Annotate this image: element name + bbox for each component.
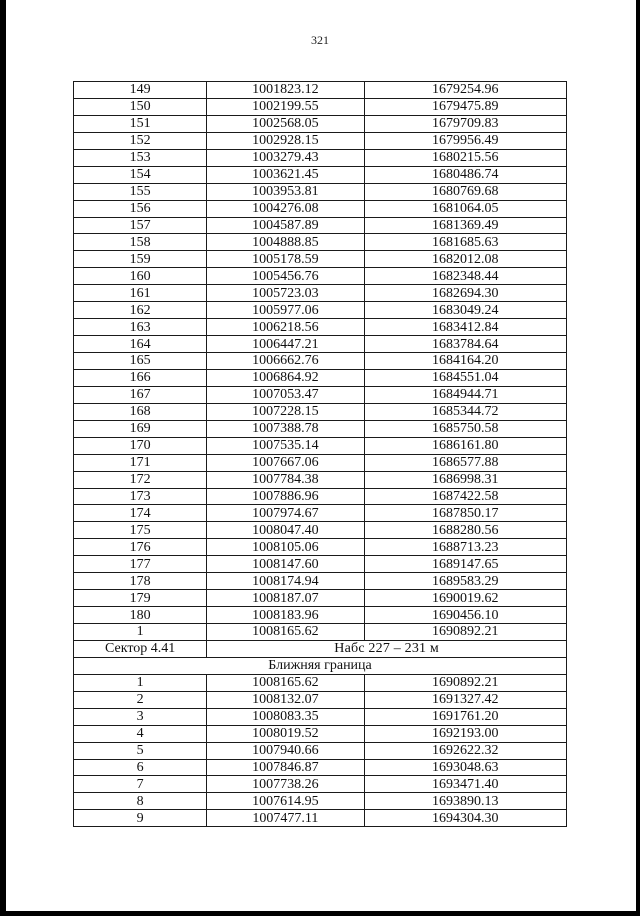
table-row (74, 793, 567, 810)
x-coordinate: 1008132.07 (207, 691, 364, 708)
x-coordinate: 1006864.92 (207, 369, 364, 386)
point-number: 163 (74, 319, 207, 336)
point-number: 166 (74, 369, 207, 386)
point-number: 157 (74, 217, 207, 234)
x-coordinate: 1003279.43 (207, 149, 364, 166)
point-number: 1 (74, 674, 207, 691)
table-row (74, 183, 567, 200)
table-row (74, 82, 567, 99)
x-coordinate: 1006447.21 (207, 336, 364, 353)
y-coordinate: 1679254.96 (364, 82, 566, 99)
y-coordinate: 1692622.32 (364, 742, 566, 759)
table-row (74, 742, 567, 759)
x-coordinate: 1005178.59 (207, 251, 364, 268)
point-number: 151 (74, 115, 207, 132)
y-coordinate: 1679956.49 (364, 132, 566, 149)
scan-edge-right (636, 0, 640, 916)
table-row (74, 115, 567, 132)
point-number: 3 (74, 708, 207, 725)
point-number: 167 (74, 386, 207, 403)
table-row (74, 810, 567, 827)
y-coordinate: 1687422.58 (364, 488, 566, 505)
y-coordinate: 1691327.42 (364, 691, 566, 708)
x-coordinate: 1003953.81 (207, 183, 364, 200)
y-coordinate: 1693048.63 (364, 759, 566, 776)
point-number: 4 (74, 725, 207, 742)
x-coordinate: 1008187.07 (207, 590, 364, 607)
point-number: 152 (74, 132, 207, 149)
table-row (74, 539, 567, 556)
point-number: 1 (74, 624, 207, 641)
table-row (74, 454, 567, 471)
y-coordinate: 1684164.20 (364, 353, 566, 370)
point-number: 171 (74, 454, 207, 471)
x-coordinate: 1007614.95 (207, 793, 364, 810)
y-coordinate: 1689583.29 (364, 573, 566, 590)
point-number: 149 (74, 82, 207, 99)
point-number: 177 (74, 556, 207, 573)
point-number: 155 (74, 183, 207, 200)
point-number: 180 (74, 607, 207, 624)
table-row (74, 674, 567, 691)
scan-edge-left (0, 0, 6, 916)
x-coordinate: 1008147.60 (207, 556, 364, 573)
y-coordinate: 1693890.13 (364, 793, 566, 810)
sector-label: Сектор 4.41 (74, 640, 207, 657)
x-coordinate: 1004587.89 (207, 217, 364, 234)
table-row (74, 420, 567, 437)
table-row (74, 403, 567, 420)
y-coordinate: 1691761.20 (364, 708, 566, 725)
y-coordinate: 1686161.80 (364, 437, 566, 454)
table-row (74, 98, 567, 115)
x-coordinate: 1008174.94 (207, 573, 364, 590)
y-coordinate: 1690019.62 (364, 590, 566, 607)
point-number: 178 (74, 573, 207, 590)
point-number: 160 (74, 268, 207, 285)
x-coordinate: 1007738.26 (207, 776, 364, 793)
x-coordinate: 1005977.06 (207, 302, 364, 319)
page-number: 321 (311, 33, 329, 47)
y-coordinate: 1684551.04 (364, 369, 566, 386)
sector-row (74, 640, 567, 657)
point-number: 150 (74, 98, 207, 115)
table-row (74, 437, 567, 454)
y-coordinate: 1682348.44 (364, 268, 566, 285)
section-title-row (74, 657, 567, 674)
x-coordinate: 1008165.62 (207, 674, 364, 691)
table-row (74, 336, 567, 353)
y-coordinate: 1680769.68 (364, 183, 566, 200)
point-number: 9 (74, 810, 207, 827)
sector-block (74, 640, 567, 674)
sector-value: Набс 227 – 231 м (207, 640, 567, 657)
point-number: 153 (74, 149, 207, 166)
table-row (74, 149, 567, 166)
table-row (74, 251, 567, 268)
point-number: 159 (74, 251, 207, 268)
x-coordinate: 1005723.03 (207, 285, 364, 302)
y-coordinate: 1690892.21 (364, 624, 566, 641)
y-coordinate: 1681685.63 (364, 234, 566, 251)
y-coordinate: 1683412.84 (364, 319, 566, 336)
y-coordinate: 1692193.00 (364, 725, 566, 742)
x-coordinate: 1002928.15 (207, 132, 364, 149)
x-coordinate: 1007886.96 (207, 488, 364, 505)
point-number: 175 (74, 522, 207, 539)
point-number: 172 (74, 471, 207, 488)
y-coordinate: 1688280.56 (364, 522, 566, 539)
y-coordinate: 1683049.24 (364, 302, 566, 319)
x-coordinate: 1008083.35 (207, 708, 364, 725)
y-coordinate: 1686577.88 (364, 454, 566, 471)
x-coordinate: 1006662.76 (207, 353, 364, 370)
table-row (74, 607, 567, 624)
table-row (74, 200, 567, 217)
y-coordinate: 1686998.31 (364, 471, 566, 488)
table-row (74, 302, 567, 319)
point-number: 174 (74, 505, 207, 522)
table-row (74, 590, 567, 607)
point-number: 179 (74, 590, 207, 607)
x-coordinate: 1007784.38 (207, 471, 364, 488)
point-number: 169 (74, 420, 207, 437)
table-row (74, 217, 567, 234)
table-row (74, 285, 567, 302)
table-row (74, 522, 567, 539)
table-row (74, 386, 567, 403)
y-coordinate: 1690456.10 (364, 607, 566, 624)
x-coordinate: 1007388.78 (207, 420, 364, 437)
table-row (74, 573, 567, 590)
y-coordinate: 1681064.05 (364, 200, 566, 217)
x-coordinate: 1007228.15 (207, 403, 364, 420)
point-number: 2 (74, 691, 207, 708)
y-coordinate: 1680486.74 (364, 166, 566, 183)
y-coordinate: 1681369.49 (364, 217, 566, 234)
table-row (74, 556, 567, 573)
point-number: 176 (74, 539, 207, 556)
table-row (74, 691, 567, 708)
table-row (74, 708, 567, 725)
x-coordinate: 1008019.52 (207, 725, 364, 742)
x-coordinate: 1008047.40 (207, 522, 364, 539)
scan-edge-bottom (0, 911, 640, 916)
y-coordinate: 1680215.56 (364, 149, 566, 166)
y-coordinate: 1684944.71 (364, 386, 566, 403)
x-coordinate: 1007477.11 (207, 810, 364, 827)
point-number: 162 (74, 302, 207, 319)
table-row (74, 268, 567, 285)
x-coordinate: 1008105.06 (207, 539, 364, 556)
point-number: 154 (74, 166, 207, 183)
coordinate-rows-upper (74, 82, 567, 641)
point-number: 161 (74, 285, 207, 302)
table-row (74, 471, 567, 488)
point-number: 8 (74, 793, 207, 810)
y-coordinate: 1683784.64 (364, 336, 566, 353)
y-coordinate: 1682012.08 (364, 251, 566, 268)
x-coordinate: 1004888.85 (207, 234, 364, 251)
table-row (74, 505, 567, 522)
y-coordinate: 1679475.89 (364, 98, 566, 115)
point-number: 6 (74, 759, 207, 776)
table-row (74, 488, 567, 505)
x-coordinate: 1008183.96 (207, 607, 364, 624)
x-coordinate: 1005456.76 (207, 268, 364, 285)
x-coordinate: 1007846.87 (207, 759, 364, 776)
point-number: 5 (74, 742, 207, 759)
x-coordinate: 1007974.67 (207, 505, 364, 522)
point-number: 173 (74, 488, 207, 505)
table-row (74, 725, 567, 742)
x-coordinate: 1007535.14 (207, 437, 364, 454)
x-coordinate: 1007053.47 (207, 386, 364, 403)
x-coordinate: 1007667.06 (207, 454, 364, 471)
x-coordinate: 1006218.56 (207, 319, 364, 336)
table-row (74, 369, 567, 386)
table-row (74, 624, 567, 641)
point-number: 168 (74, 403, 207, 420)
point-number: 158 (74, 234, 207, 251)
table-row (74, 166, 567, 183)
coordinate-rows-lower (74, 674, 567, 826)
table-row (74, 319, 567, 336)
point-number: 7 (74, 776, 207, 793)
x-coordinate: 1004276.08 (207, 200, 364, 217)
table-row (74, 776, 567, 793)
point-number: 170 (74, 437, 207, 454)
table-row (74, 353, 567, 370)
table-row (74, 234, 567, 251)
x-coordinate: 1002199.55 (207, 98, 364, 115)
x-coordinate: 1008165.62 (207, 624, 364, 641)
x-coordinate: 1007940.66 (207, 742, 364, 759)
point-number: 164 (74, 336, 207, 353)
x-coordinate: 1001823.12 (207, 82, 364, 99)
y-coordinate: 1688713.23 (364, 539, 566, 556)
table-row (74, 132, 567, 149)
y-coordinate: 1682694.30 (364, 285, 566, 302)
y-coordinate: 1685344.72 (364, 403, 566, 420)
y-coordinate: 1685750.58 (364, 420, 566, 437)
x-coordinate: 1003621.45 (207, 166, 364, 183)
y-coordinate: 1679709.83 (364, 115, 566, 132)
table-row (74, 759, 567, 776)
coordinate-table (73, 81, 567, 827)
point-number: 165 (74, 353, 207, 370)
y-coordinate: 1687850.17 (364, 505, 566, 522)
y-coordinate: 1689147.65 (364, 556, 566, 573)
y-coordinate: 1693471.40 (364, 776, 566, 793)
section-title: Ближняя граница (74, 657, 567, 674)
y-coordinate: 1690892.21 (364, 674, 566, 691)
y-coordinate: 1694304.30 (364, 810, 566, 827)
point-number: 156 (74, 200, 207, 217)
x-coordinate: 1002568.05 (207, 115, 364, 132)
